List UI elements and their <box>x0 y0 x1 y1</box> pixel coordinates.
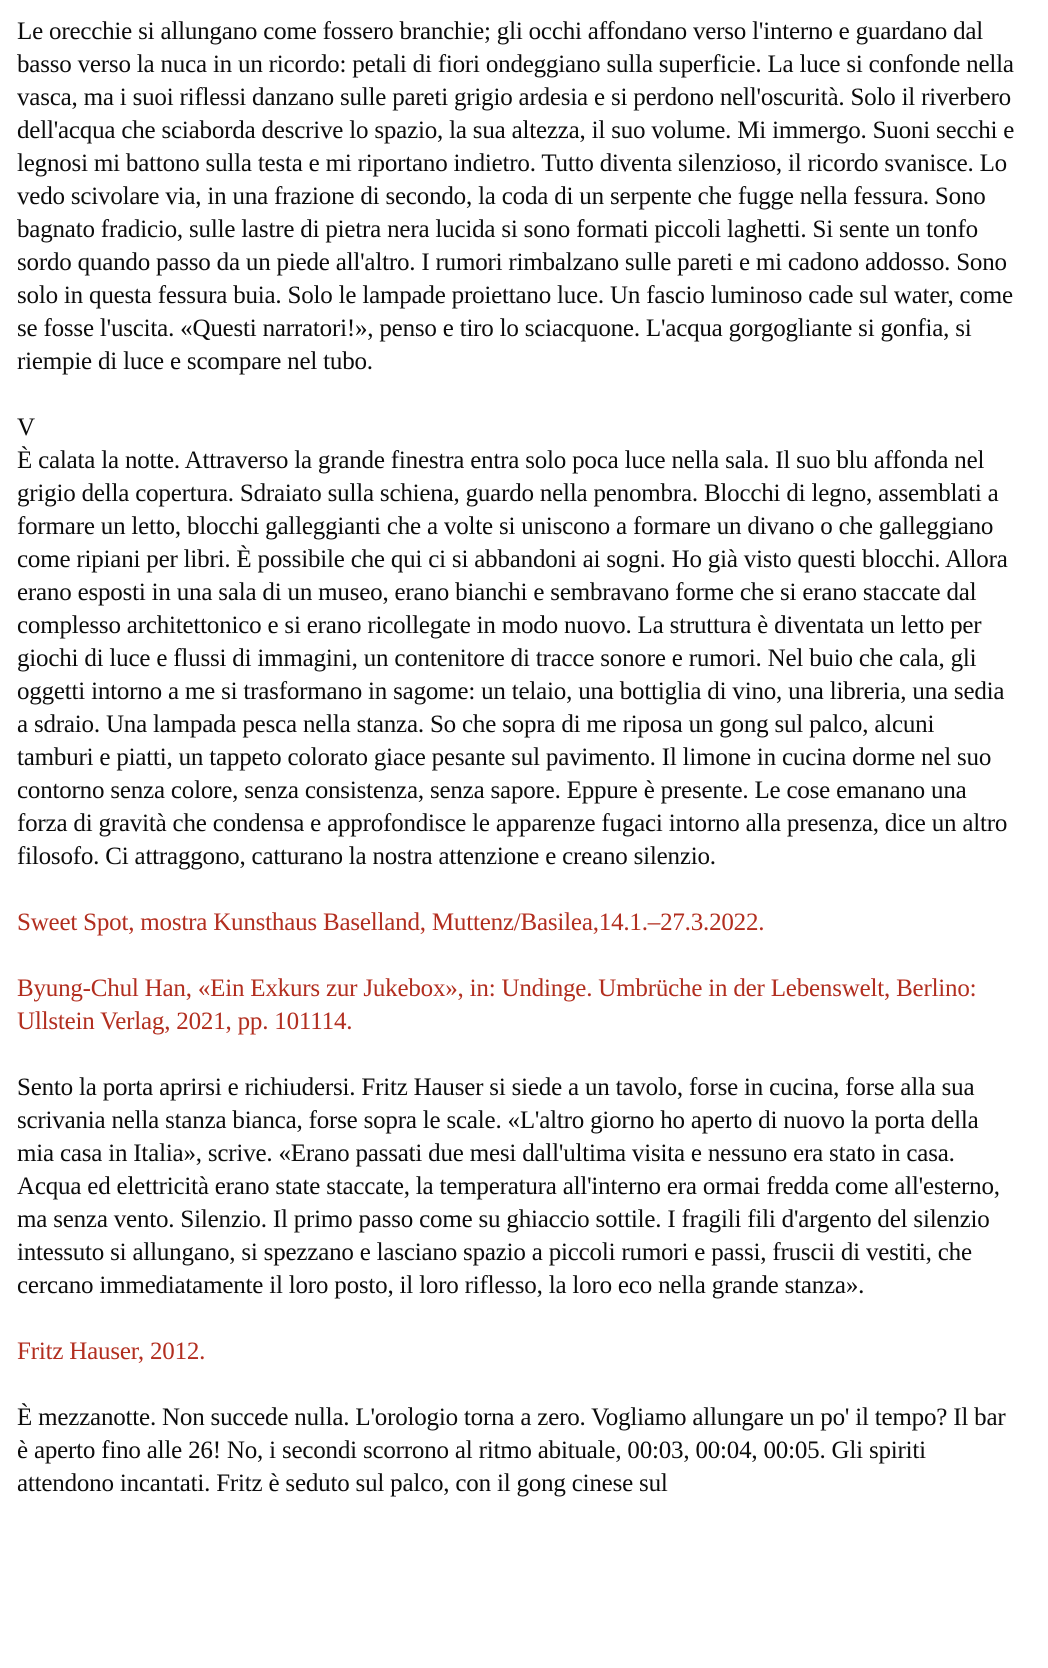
citation-sweet-spot: Sweet Spot, mostra Kunsthaus Baselland, Muttenz/Basilea,14.1.–27.3.2022. <box>17 909 765 936</box>
paragraph-fritz-hauser-letter: Sento la porta aprirsi e richiudersi. Fritz Hauser si siede a un tavolo, forse in cucina, forse alla sua scrivania nella stanza bianca, forse sopra le scale. «L'altro giorno ho aperto di nuovo la porta della mia casa in Italia», scrive. «Erano passati due mesi dall'ultima visita e nessuno era stato in casa. Acqua ed elettricità erano state staccate, la temperatura all'interno era ormai fredda come all'esterno, ma senza vento. Silenzio. Il primo passo come su ghiaccio sottile. I fragili fili d'argento del silenzio intessuto si allungano, si spezzano e lasciano spazio a piccoli rumori e passi, fruscii di vestiti, che cercano immediatamente il loro posto, il loro riflesso, la loro eco nella grande stanza». <box>17 1074 1000 1299</box>
paragraph-night-blocks: È calata la notte. Attraverso la grande finestra entra solo poca luce nella sala. Il suo blu affonda nel grigio della copertura. Sdraiato sulla schiena, guardo nella penombra. Blocchi di legno, assemblati a formare un letto, blocchi galleggianti che a volte si uniscono a formare un divano o che galleggiano come ripiani per libri. È possibile che qui ci si abbandoni ai sogni. Ho già visto questi blocchi. Allora erano esposti in una sala di un museo, erano bianchi e sembravano forme che si erano staccate dal complesso architettonico e si erano ricollegate in modo nuovo. La struttura è diventata un letto per giochi di luce e flussi di immagini, un contenitore di tracce sonore e rumori. Nel buio che cala, gli oggetti intorno a me si trasformano in sagome: un telaio, una bottiglia di vino, una libreria, una sedia a sdraio. Una lampada pesca nella stanza. So che sopra di me riposa un gong sul palco, alcuni tamburi e piatti, un tappeto colorato giace pesante sul pavimento. Il limone in cucina dorme nel suo contorno senza colore, senza consistenza, senza sapore. Eppure è presente. Le cose emanano una forza di gravità che condensa e approfondisce le apparenze fugaci intorno alla presenza, dice un altro filosofo. Ci attraggono, catturano la nostra attenzione e creano silenzio. <box>17 447 1008 870</box>
citation-fritz-hauser: Fritz Hauser, 2012. <box>17 1338 206 1365</box>
section-heading-v: V <box>17 414 35 441</box>
paragraph-midnight: È mezzanotte. Non succede nulla. L'orologio torna a zero. Vogliamo allungare un po' il tempo? Il bar è aperto fino alle 26! No, i secondi scorrono al ritmo abituale, 00:03, 00:04, 00:05. Gli spiriti attendono incantati. Fritz è seduto sul palco, con il gong cinese sul <box>17 1404 1006 1497</box>
citation-byung-chul-han: Byung-Chul Han, «Ein Exkurs zur Jukebox», in: Undinge. Umbrüche in der Lebenswelt, Berlino: Ullstein Verlag, 2021, pp. 101114. <box>17 975 977 1035</box>
paragraph-bath-memory: Le orecchie si allungano come fossero branchie; gli occhi affondano verso l'interno e guardano dal basso verso la nuca in un ricordo: petali di fiori ondeggiano sulla superficie. La luce si confonde nella vasca, ma i suoi riflessi danzano sulle pareti grigio ardesia e si perdono nell'oscurità. Solo il riverbero dell'acqua che sciaborda descrive lo spazio, la sua altezza, il suo volume. Mi immergo. Suoni secchi e legnosi mi battono sulla testa e mi riportano indietro. Tutto diventa silenzioso, il ricordo svanisce. Lo vedo scivolare via, in una frazione di secondo, la coda di un serpente che fugge nella fessura. Sono bagnato fradicio, sulle lastre di pietra nera lucida si sono formati piccoli laghetti. Si sente un tonfo sordo quando passo da un piede all'altro. I rumori rimbalzano sulle pareti e mi cadono addosso. Sono solo in questa fessura buia. Solo le lampade proiettano luce. Un fascio luminoso cade sul water, come se fosse l'uscita. «Questi narratori!», penso e tiro lo sciacquone. L'acqua gorgogliante si gonfia, si riempie di luce e scompare nel tubo. <box>17 18 1015 375</box>
